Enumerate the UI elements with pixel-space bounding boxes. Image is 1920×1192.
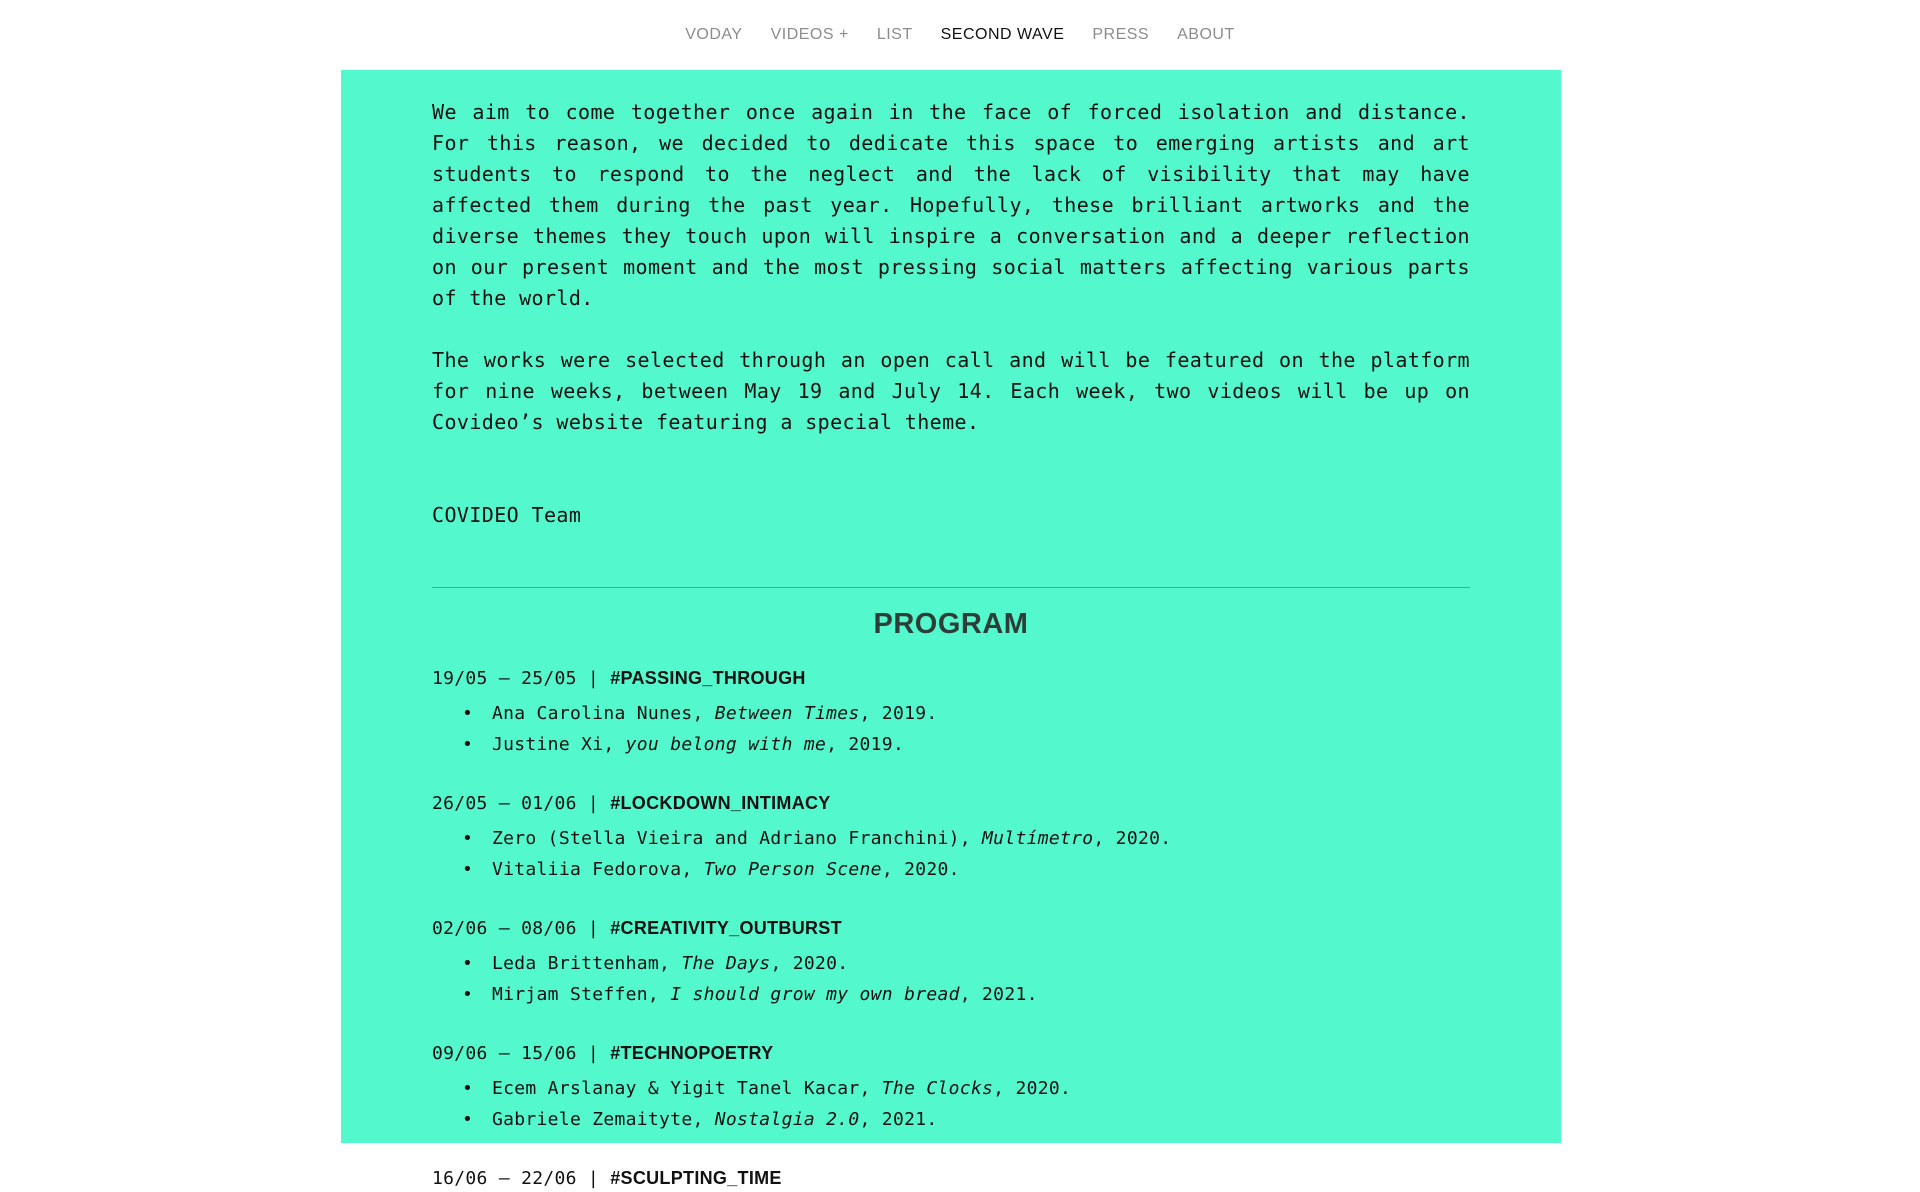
item-artist: Zero (Stella Vieira and Adriano Franchini), <box>492 828 983 850</box>
program-week <box>432 665 1470 760</box>
item-title: Multímetro <box>982 828 1094 850</box>
program-week <box>432 1040 1470 1135</box>
bullet-icon: • <box>462 1109 474 1131</box>
program-item <box>432 948 1470 979</box>
intro-paragraph-2: The works were selected through an open call and will be featured on the platform for nine weeks, between May 19 and July 14. Each week, two videos will be up on Covideo’s website featuring a special theme. <box>432 348 1470 434</box>
nav-about[interactable]: ABOUT <box>1177 26 1235 43</box>
bullet-icon: • <box>462 1078 474 1100</box>
item-artist: Ana Carolina Nunes, <box>492 703 715 725</box>
item-title: you belong with me <box>625 734 827 756</box>
item-year: , 2020. <box>1093 828 1172 850</box>
content-column <box>432 70 1470 1192</box>
bullet-icon: • <box>462 953 474 975</box>
program-week <box>432 1165 1470 1192</box>
item-title: The Days <box>681 953 771 975</box>
week-items <box>432 948 1470 1010</box>
nav-list[interactable]: LIST <box>876 26 913 43</box>
item-year: , 2019. <box>826 734 905 756</box>
week-items <box>432 698 1470 760</box>
week-dates: 16/06 – 22/06 | <box>432 1168 611 1190</box>
bullet-icon: • <box>462 984 474 1006</box>
week-dates: 26/05 – 01/06 | <box>432 793 611 815</box>
item-year: , 2021. <box>959 984 1038 1006</box>
section-divider <box>432 587 1470 588</box>
week-header <box>432 1040 1470 1067</box>
bullet-icon: • <box>462 703 474 725</box>
bullet-icon: • <box>462 828 474 850</box>
bullet-icon: • <box>462 734 474 756</box>
program-item <box>432 854 1470 885</box>
week-header <box>432 665 1470 692</box>
item-title: Nostalgia 2.0 <box>714 1109 860 1131</box>
item-year: , 2020. <box>881 859 960 881</box>
item-title: Between Times <box>714 703 860 725</box>
item-title: Two Person Scene <box>703 859 882 881</box>
item-artist: Gabriele Zemaityte, <box>492 1109 715 1131</box>
week-dates: 09/06 – 15/06 | <box>432 1043 611 1065</box>
program-heading: PROGRAM <box>873 608 1029 640</box>
week-header <box>432 790 1470 817</box>
program-week <box>432 915 1470 1010</box>
item-year: , 2021. <box>859 1109 938 1131</box>
program-item <box>432 729 1470 760</box>
week-items <box>432 823 1470 885</box>
item-artist: Ecem Arslanay & Yigit Tanel Kacar, <box>492 1078 882 1100</box>
content-panel <box>341 70 1561 1190</box>
week-tag: #SCULPTING_TIME <box>610 1168 782 1189</box>
week-items <box>432 1073 1470 1135</box>
item-artist: Leda Brittenham, <box>492 953 682 975</box>
item-year: , 2020. <box>770 953 849 975</box>
program-item <box>432 823 1470 854</box>
week-tag: #PASSING_THROUGH <box>610 668 806 689</box>
week-tag: #TECHNOPOETRY <box>610 1043 774 1064</box>
item-year: , 2020. <box>993 1078 1072 1100</box>
week-header <box>432 915 1470 942</box>
week-dates: 02/06 – 08/06 | <box>432 918 611 940</box>
item-artist: Vitaliia Fedorova, <box>492 859 704 881</box>
item-artist: Mirjam Steffen, <box>492 984 671 1006</box>
program-item <box>432 1104 1470 1135</box>
item-title: The Clocks <box>881 1078 994 1100</box>
program-item <box>432 698 1470 729</box>
nav-videos[interactable]: VIDEOS + <box>770 26 849 43</box>
week-header <box>432 1165 1470 1192</box>
week-dates: 19/05 – 25/05 | <box>432 668 611 690</box>
intro-paragraph-1: We aim to come together once again in the face of forced isolation and distance. For this reason, we decided to dedicate this space to emerging artists and art students to respond to the neglect and the lack of visibility that may have affected them during the past year. Hopefully, these brilliant artworks and the diverse themes they touch upon will inspire a conversation and a deeper reflection on our present moment and the most pressing social matters affecting various parts of the world. <box>432 100 1470 310</box>
nav-voday[interactable]: VODAY <box>685 26 743 43</box>
nav-second-wave[interactable]: SECOND WAVE <box>940 26 1065 43</box>
signature: COVIDEO Team <box>432 503 582 527</box>
program-week <box>432 790 1470 885</box>
nav-press[interactable]: PRESS <box>1092 26 1150 43</box>
program-item <box>432 1073 1470 1104</box>
item-artist: Justine Xi, <box>492 734 626 756</box>
week-tag: #LOCKDOWN_INTIMACY <box>610 793 831 814</box>
bullet-icon: • <box>462 859 474 881</box>
program-item <box>432 979 1470 1010</box>
week-tag: #CREATIVITY_OUTBURST <box>610 918 842 939</box>
item-year: , 2019. <box>859 703 938 725</box>
top-navigation <box>0 0 1920 70</box>
item-title: I should grow my own bread <box>670 984 960 1006</box>
